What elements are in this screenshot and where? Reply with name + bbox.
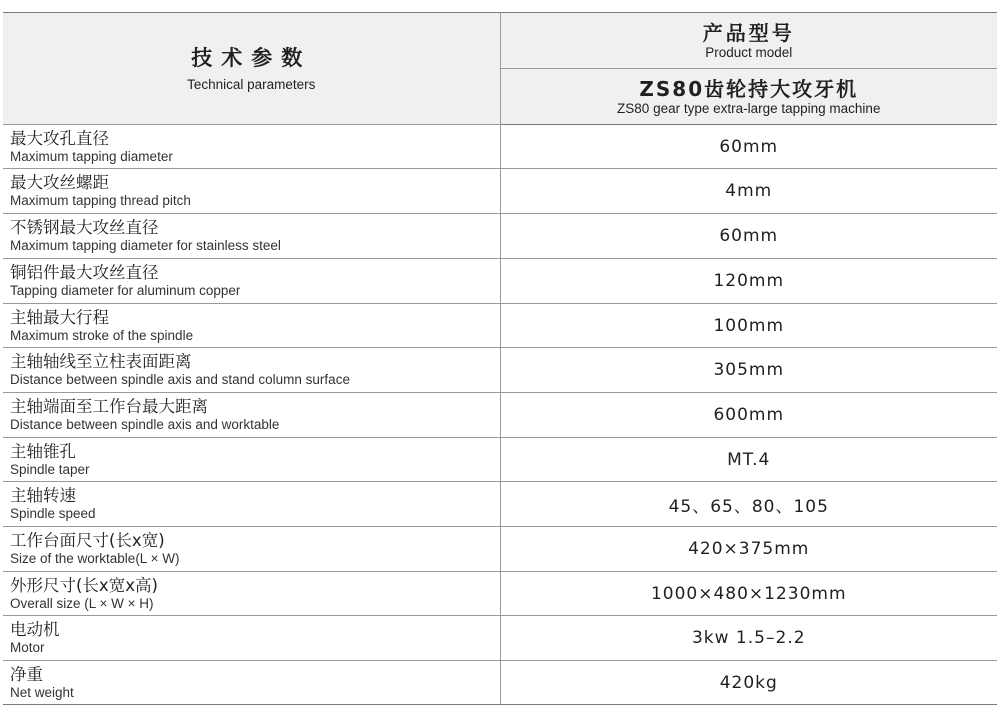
table-row	[3, 527, 997, 572]
header-params-cell	[3, 13, 500, 125]
header-params-en: Technical parameters	[187, 77, 316, 92]
header-params-cn: 技术参数	[191, 46, 312, 70]
table-row	[3, 125, 997, 169]
param-value: 420kg	[500, 661, 997, 705]
param-cell	[3, 661, 500, 705]
param-cell	[3, 169, 500, 214]
param-name-en: Distance between spindle axis and worktable	[10, 417, 280, 432]
param-value: 60mm	[500, 125, 997, 169]
table-row	[3, 572, 997, 616]
table-row	[3, 393, 997, 438]
param-name-en: Maximum tapping diameter for stainless steel	[10, 238, 281, 253]
param-value: 1000×480×1230mm	[500, 572, 997, 616]
table-row	[3, 616, 997, 661]
param-cell	[3, 304, 500, 348]
param-name-cn: 不锈钢最大攻丝直径	[10, 218, 159, 237]
param-value: 120mm	[500, 259, 997, 304]
table-row	[3, 169, 997, 214]
header-model-label-cn: 产品型号	[702, 20, 795, 45]
param-name-en: Motor	[10, 640, 45, 655]
param-name-en: Maximum stroke of the spindle	[10, 327, 194, 343]
param-cell	[3, 527, 500, 572]
param-value: 305mm	[500, 348, 997, 393]
header-model-label-cell	[500, 13, 997, 69]
param-name-cn: 主轴转速	[10, 486, 76, 505]
param-cell	[3, 393, 500, 438]
spec-rows	[3, 125, 997, 705]
param-name-cn: 铜铝件最大攻丝直径	[10, 263, 159, 282]
header-model-name-cell	[500, 69, 997, 125]
param-name-cn: 主轴端面至工作台最大距离	[10, 397, 208, 416]
param-name-en: Overall size (L × W × H)	[10, 595, 154, 611]
param-name-en: Size of the worktable(L × W)	[10, 551, 180, 566]
param-value: 600mm	[500, 393, 997, 438]
param-name-cn: 净重	[10, 664, 43, 684]
param-cell	[3, 259, 500, 304]
header-model-label-en: Product model	[705, 44, 793, 60]
param-name-en: Maximum tapping thread pitch	[10, 193, 191, 208]
table-row	[3, 348, 997, 393]
param-name-cn: 最大攻丝螺距	[10, 173, 109, 192]
table-row	[3, 482, 997, 527]
header-model-name-en: ZS80 gear type extra-large tapping machine	[617, 100, 881, 116]
table-row	[3, 214, 997, 259]
param-name-cn: 外形尺寸(长x宽x高)	[10, 575, 158, 595]
param-name-cn: 电动机	[10, 620, 60, 639]
param-cell	[3, 438, 500, 482]
param-name-en: Net weight	[10, 684, 74, 700]
param-name-en: Spindle speed	[10, 506, 96, 521]
param-value: 100mm	[500, 304, 997, 348]
param-value: 3kw 1.5–2.2	[500, 616, 997, 661]
param-value: 420×375mm	[500, 527, 997, 572]
param-value: 60mm	[500, 214, 997, 259]
param-value: MT.4	[500, 438, 997, 482]
param-cell	[3, 572, 500, 616]
header-model-name-cn: ZS80齿轮持大攻牙机	[639, 76, 859, 101]
param-value: 45、65、80、105	[500, 482, 997, 527]
table-row	[3, 661, 997, 705]
param-name-en: Distance between spindle axis and stand column surface	[10, 372, 350, 387]
spec-table	[3, 12, 997, 705]
param-name-en: Spindle taper	[10, 461, 90, 477]
table-row	[3, 259, 997, 304]
table-row	[3, 304, 997, 348]
param-cell	[3, 125, 500, 169]
param-cell	[3, 482, 500, 527]
param-name-cn: 主轴轴线至立柱表面距离	[10, 352, 192, 371]
param-name-en: Maximum tapping diameter	[10, 148, 173, 164]
param-cell	[3, 214, 500, 259]
table-row	[3, 438, 997, 482]
param-name-cn: 工作台面尺寸(长x宽)	[10, 531, 165, 550]
param-name-cn: 主轴锥孔	[10, 441, 76, 461]
param-name-cn: 主轴最大行程	[10, 307, 109, 327]
param-cell	[3, 616, 500, 661]
param-name-en: Tapping diameter for aluminum copper	[10, 283, 241, 298]
param-name-cn: 最大攻孔直径	[10, 128, 109, 148]
param-value: 4mm	[500, 169, 997, 214]
param-cell	[3, 348, 500, 393]
